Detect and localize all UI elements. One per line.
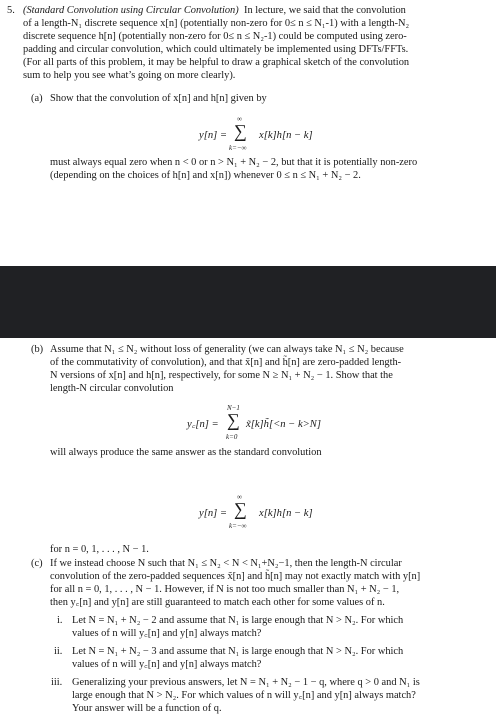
part-c-line-1: convolution of the zero-padded sequences x̃[n] and h̃[n] may not exactly match with y[n]: [50, 571, 421, 582]
part-c-label: (c): [31, 558, 43, 569]
part-a-eq-upper: ∞: [237, 115, 242, 123]
part-b-eq1-upper: N−1: [227, 404, 240, 412]
part-c-ii-line-0: Let N = N₁ + N₂ − 3 and assume that N₁ is large enough that N > N₂. For which: [72, 646, 404, 657]
intro-line-5: sum to help you see what’s going on more clearly).: [23, 70, 236, 81]
part-b-eq2-lhs: y[n] =: [199, 508, 228, 519]
part-b-line-2: N versions of x[n] and h[n], respectively, for some N ≥ N₁ + N₂ − 1. Show that the: [50, 370, 393, 381]
part-c-iii-line-0: Generalizing your previous answers, let N = N₁ + N₂ − 1 − q, where q > 0 and N₁ is: [72, 677, 420, 688]
document-page-top: [0, 0, 496, 266]
intro-line-2: discrete sequence h[n] (potentially non-zero for 0≤ n ≤ N₂-1) could be computed using zero-: [23, 31, 407, 42]
part-b-eq2-upper: ∞: [237, 493, 242, 501]
part-b-eq2-body: x[k]h[n − k]: [259, 508, 313, 519]
intro-line-1: of a length-N₁ discrete sequence x[n] (potentially non-zero for 0≤ n ≤ N₁-1) with a length-N₂: [23, 18, 410, 29]
part-b-eq1-lower: k=0: [226, 433, 238, 441]
part-a-eq-sum: ∑: [234, 121, 247, 141]
part-b-closing-line: for n = 0, 1, . . . , N − 1.: [50, 544, 149, 555]
problem-title: (Standard Convolution using Circular Convolution): [23, 5, 239, 16]
intro-line-4: (For all parts of this problem, it may be helpful to draw a graphical sketch of the convolution: [23, 57, 410, 68]
part-b-eq1-sum: ∑: [227, 410, 240, 430]
intro-line-3: padding and circular convolution, which could ultimately be implemented using DFTs/FFTs.: [23, 44, 409, 55]
part-c-iii-line-2: Your answer will be a function of q.: [72, 703, 222, 714]
part-b-eq1-lhs: y꜀[n] =: [187, 419, 219, 430]
part-b-line-0: Assume that N₁ ≤ N₂ without loss of generality (we can always take N₁ ≤ N₂ because: [50, 344, 404, 355]
part-c-iii-label: iii.: [51, 677, 63, 688]
part-a-eq-lhs: y[n] =: [199, 130, 228, 141]
part-c-ii-label: ii.: [54, 646, 63, 657]
page-gap-band: [0, 266, 496, 338]
part-a-line1: Show that the convolution of x[n] and h[n] given by: [50, 93, 267, 104]
part-c-i-line-0: Let N = N₁ + N₂ − 2 and assume that N₁ is large enough that N > N₂. For which: [72, 615, 404, 626]
part-b-eq2-lower: k=−∞: [229, 522, 247, 530]
part-b-line-1: of the commutativity of convolution), and that x̃[n] and h̃[n] are zero-padded length-: [50, 357, 402, 368]
part-c-line-2: for all n = 0, 1, . . . , N − 1. However, if N is not too much smaller than N₁ + N₂ − 1,: [50, 584, 400, 595]
part-b-middle-line: will always produce the same answer as the standard convolution: [50, 447, 322, 458]
document-page-bottom: [0, 338, 496, 724]
part-a-after-0: must always equal zero when n < 0 or n > N₁ + N₂ − 2, but that it is potentially non-zero: [50, 157, 418, 168]
part-b-line-3: length-N circular convolution: [50, 383, 174, 394]
problem-number: 5.: [7, 5, 15, 16]
part-c-line-3: then y꜀[n] and y[n] are still guaranteed to match each other for some values of n.: [50, 597, 385, 608]
part-c-i-line-1: values of n will y꜀[n] and y[n] always match?: [72, 628, 262, 639]
part-b-label: (b): [31, 344, 44, 355]
part-c-i-label: i.: [57, 615, 63, 626]
part-c-ii-line-1: values of n will y꜀[n] and y[n] always match?: [72, 659, 262, 670]
part-c-iii-line-1: large enough that N > N₂. For which values of n will y꜀[n] and y[n] always match?: [72, 690, 416, 701]
part-a-eq-lower: k=−∞: [229, 144, 247, 152]
part-b-eq2-sum: ∑: [234, 499, 247, 519]
part-a-label: (a): [31, 93, 43, 104]
part-b-eq1-body: x̃[k]h̃[<n − k>N]: [246, 419, 321, 430]
part-c-line-0: If we instead choose N such that N₁ ≤ N₂ < N < N₁+N₂−1, then the length-N circular: [50, 558, 402, 569]
intro-line-0: In lecture, we said that the convolution: [244, 5, 406, 16]
part-a-after-1: (depending on the choices of h[n] and x[n]) whenever 0 ≤ n ≤ N₁ + N₂ − 2.: [50, 170, 361, 181]
part-a-eq-body: x[k]h[n − k]: [259, 130, 313, 141]
